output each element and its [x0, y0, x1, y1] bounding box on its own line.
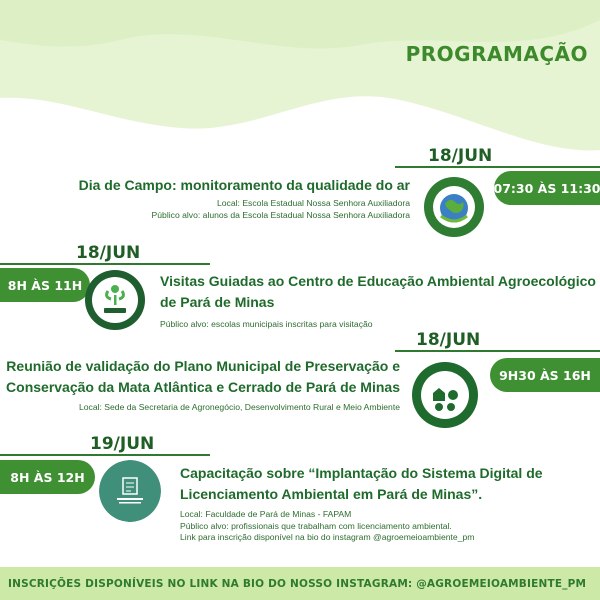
event-title-line: Capacitação sobre “Implantação do Sistema Digital de [180, 465, 543, 481]
event-audience: Público alvo: alunos da Escola Estadual Nossa Senhora Auxiliadora [151, 209, 410, 220]
event-location: Local: Faculdade de Pará de Minas - FAPAM [180, 509, 352, 519]
event-location: Local: Sede da Secretaria de Agronegócio, Desenvolvimento Rural e Meio Ambiente [78, 402, 400, 412]
page-title: PROGRAMAÇÃO [405, 42, 588, 66]
politicas-sustentabilidade-logo [411, 361, 479, 429]
event-date: 18/JUN [416, 330, 481, 350]
event-time-badge: 07:30 ÀS 11:30 [494, 171, 600, 205]
event-audience: Público alvo: profissionais que trabalham com licenciamento ambiental. [180, 520, 452, 531]
event-date: 18/JUN [428, 146, 493, 166]
event-location: Local: Escola Estadual Nossa Senhora Auxiliadora [217, 198, 410, 208]
event-date: 19/JUN [90, 434, 155, 454]
event-time-badge: 9H30 ÀS 16H [490, 358, 600, 392]
date-divider [395, 166, 600, 168]
event-title [180, 463, 543, 505]
event-audience: Público alvo: escolas municipais inscritas para visitação [160, 319, 373, 329]
event-title-line: Licenciamento Ambiental em Pará de Minas”. [180, 486, 483, 502]
fiscalizacao-ambiental-logo [423, 176, 485, 238]
event-title-line: Visitas Guiadas ao Centro de Educação Ambiental Agroecológico [160, 273, 596, 289]
event-title [160, 271, 596, 313]
event-title [6, 356, 400, 398]
event-registration-info: Link para inscrição disponível na bio do instagram @agroemeioambiente_pm [180, 532, 475, 542]
event-date: 18/JUN [76, 243, 141, 263]
date-divider [0, 263, 210, 265]
gestao-licenciamento-logo [99, 460, 161, 522]
event-details [180, 509, 474, 544]
event-title-line: Conservação da Mata Atlântica e Cerrado de Pará de Minas [6, 379, 400, 395]
footer-text: INSCRIÇÕES DISPONÍVEIS NO LINK NA BIO DO NOSSO INSTAGRAM: @AGROEMEIOAMBIENTE_PM [8, 577, 587, 590]
event-title-line: Reunião de validação do Plano Municipal de Preservação e [6, 358, 400, 374]
footer-banner [0, 567, 600, 600]
event-time-badge: 8H ÀS 11H [0, 268, 90, 302]
educacao-logo [84, 269, 146, 331]
event-title: Dia de Campo: monitoramento da qualidade do ar [78, 177, 410, 193]
event-details [110, 198, 410, 221]
event-title-line: de Pará de Minas [160, 294, 275, 310]
event-time-badge: 8H ÀS 12H [0, 460, 95, 494]
date-divider [0, 454, 210, 456]
date-divider [395, 350, 600, 352]
